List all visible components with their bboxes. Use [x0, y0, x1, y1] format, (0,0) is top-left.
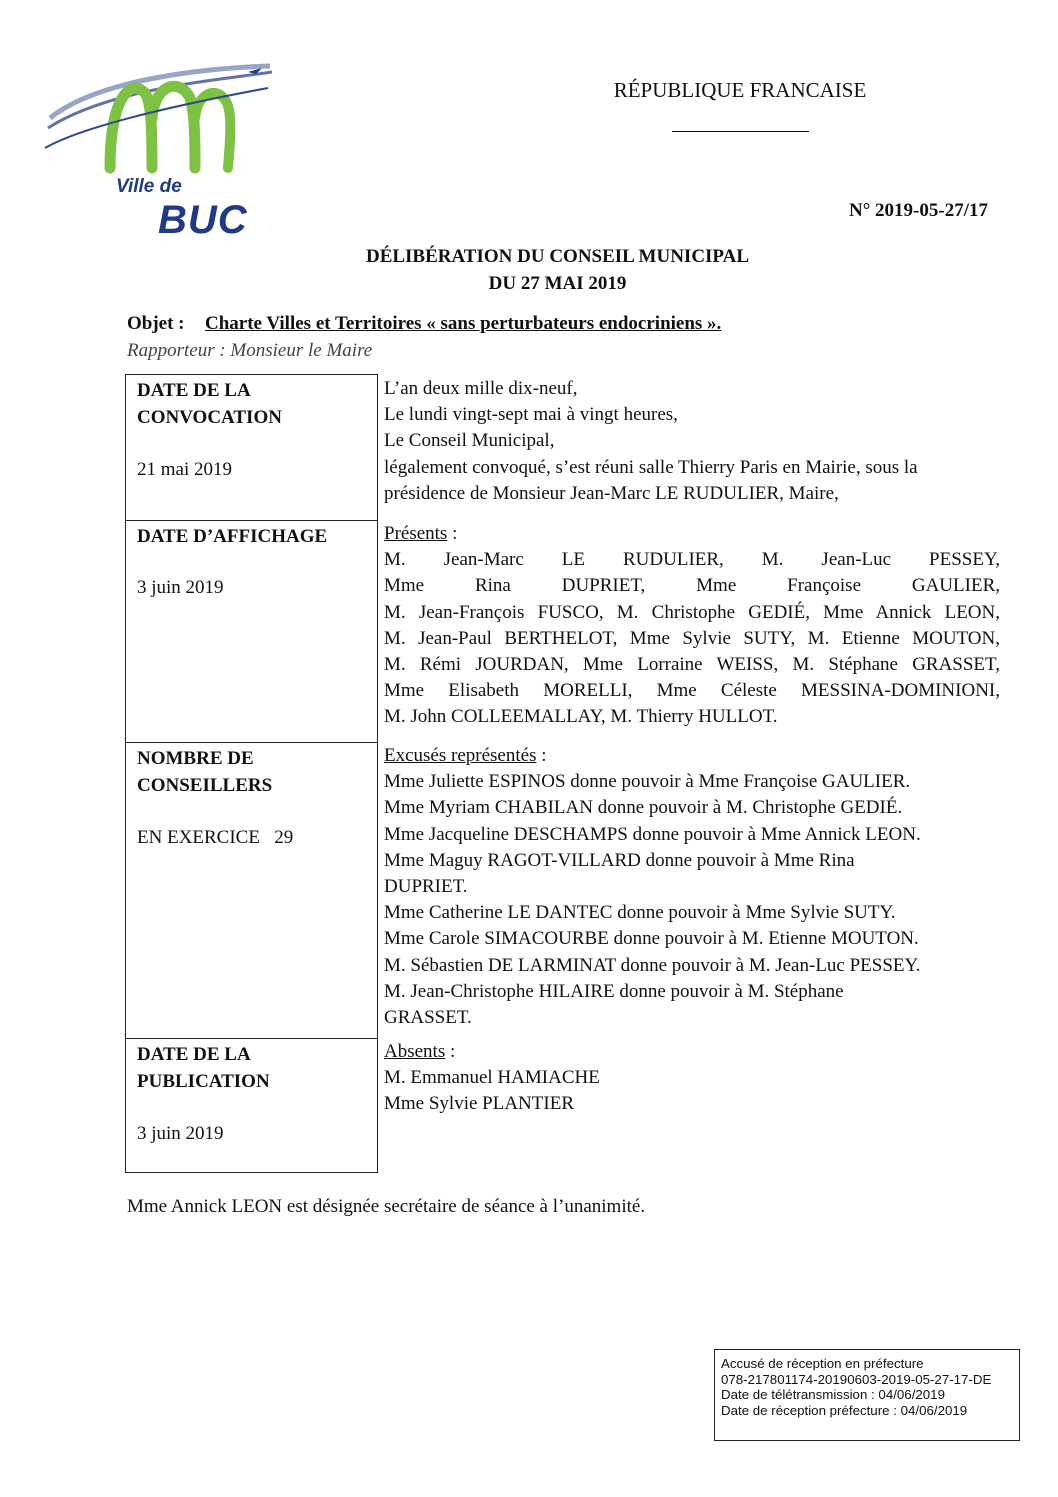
document-date-title: DU 27 MAI 2019: [488, 273, 627, 294]
excuses-line: Mme Juliette ESPINOS donne pouvoir à Mme Françoise GAULIER.: [384, 771, 911, 793]
excuses-line: M. Jean-Christophe HILAIRE donne pouvoir à M. Stéphane: [384, 980, 844, 1002]
stamp-line: Date de réception préfecture : 04/06/2019: [721, 1402, 968, 1418]
publication-date: 3 juin 2019: [137, 1123, 224, 1144]
excuses-line: M. Sébastien DE LARMINAT donne pouvoir à M. Jean-Luc PESSEY.: [384, 954, 921, 976]
absents-line: Mme Sylvie PLANTIER: [384, 1093, 574, 1115]
absents-block: [384, 1039, 600, 1118]
excuses-line: Mme Maguy RAGOT-VILLARD donne pouvoir à Mme Rina: [384, 849, 855, 871]
intro-line: Le Conseil Municipal,: [384, 430, 555, 452]
absents-label: Absents: [384, 1041, 446, 1062]
objet-value: Charte Villes et Territoires « sans perturbateurs endocriniens ».: [205, 313, 722, 334]
intro-line: L’an deux mille dix-neuf,: [384, 378, 578, 399]
publication-heading-2: PUBLICATION: [137, 1071, 270, 1092]
presents-line: Mme Rina DUPRIET, Mme Françoise GAULIER,: [384, 575, 1000, 597]
absents-colon: :: [445, 1041, 456, 1062]
conseillers-value: EN EXERCICE 29: [137, 827, 294, 848]
objet-line: [127, 313, 721, 335]
left-info-column: [125, 374, 378, 1173]
excuses-line: Mme Myriam CHABILAN donne pouvoir à M. Christophe GEDIÉ.: [384, 797, 903, 819]
intro-line: légalement convoqué, s’est réuni salle Thierry Paris en Mairie, sous la: [384, 456, 918, 478]
convocation-date: 21 mai 2019: [137, 459, 232, 480]
excuses-heading: [384, 743, 921, 769]
excuses-line: DUPRIET.: [384, 876, 468, 898]
affichage-heading: DATE D’AFFICHAGE: [137, 526, 328, 547]
presents-line: M. Jean-Marc LE RUDULIER, M. Jean-Luc PESSEY,: [384, 549, 1000, 571]
absents-heading: [384, 1039, 600, 1065]
affichage-date: 3 juin 2019: [137, 577, 224, 598]
logo-graphic: [40, 58, 275, 188]
publication-heading-1: DATE DE LA: [137, 1044, 251, 1065]
conseillers-heading-2: CONSEILLERS: [137, 775, 273, 796]
affichage-cell: [126, 520, 377, 743]
stamp-line: Date de télétransmission : 04/06/2019: [721, 1387, 945, 1403]
republique-heading: RÉPUBLIQUE FRANCAISE: [613, 78, 867, 102]
convocation-heading-1: DATE DE LA: [137, 380, 251, 401]
excuses-label: Excusés représentés: [384, 745, 537, 766]
intro-line: présidence de Monsieur Jean-Marc LE RUDULIER, Maire,: [384, 482, 839, 504]
rapporteur-line: Rapporteur : Monsieur le Maire: [127, 340, 373, 361]
excuses-line: Mme Jacqueline DESCHAMPS donne pouvoir à Mme Annick LEON.: [384, 823, 921, 845]
deliberation-number: N° 2019-05-27/17: [848, 200, 988, 221]
excuses-colon: :: [536, 745, 547, 766]
absents-line: M. Emmanuel HAMIACHE: [384, 1067, 600, 1089]
conseillers-cell: [126, 742, 377, 1039]
presents-line: M. John COLLEEMALLAY, M. Thierry HULLOT.: [384, 706, 778, 728]
presents-block: [384, 521, 1000, 731]
stamp-line: 078-217801174-20190603-2019-05-27-17-DE: [721, 1371, 992, 1387]
excuses-line: Mme Catherine LE DANTEC donne pouvoir à Mme Sylvie SUTY.: [384, 902, 896, 924]
presents-line: M. Jean-Paul BERTHELOT, Mme Sylvie SUTY, M. Etienne MOUTON,: [384, 627, 1000, 649]
excuses-block: [384, 743, 921, 1031]
ville-de-buc-logo: [40, 58, 275, 242]
presents-line: Mme Elisabeth MORELLI, Mme Céleste MESSINA-DOMINIONI,: [384, 680, 1000, 702]
presents-label: Présents: [384, 523, 448, 544]
header-divider: [672, 131, 809, 132]
excuses-line: Mme Carole SIMACOURBE donne pouvoir à M. Etienne MOUTON.: [384, 928, 919, 950]
stamp-line: Accusé de réception en préfecture: [721, 1356, 924, 1371]
presents-line: M. Jean-François FUSCO, M. Christophe GEDIÉ, Mme Annick LEON,: [384, 601, 1000, 623]
logo-ville-de-text: Ville de: [116, 176, 182, 197]
intro-line: Le lundi vingt-sept mai à vingt heures,: [384, 404, 678, 426]
intro-block: [384, 376, 918, 507]
objet-label: Objet :: [127, 313, 185, 334]
presents-colon: :: [447, 523, 458, 544]
convocation-heading-2: CONVOCATION: [137, 407, 282, 428]
presents-line: M. Rémi JOURDAN, Mme Lorraine WEISS, M. Stéphane GRASSET,: [384, 654, 1000, 676]
logo-buc-text: BUC: [158, 198, 248, 242]
excuses-line: GRASSET.: [384, 1007, 472, 1029]
document-title: DÉLIBÉRATION DU CONSEIL MUNICIPAL: [365, 246, 750, 267]
publication-cell: [126, 1038, 377, 1173]
presents-heading: [384, 521, 1000, 547]
convocation-cell: [126, 375, 377, 520]
secretaire-line: Mme Annick LEON est désignée secrétaire de séance à l’unanimité.: [127, 1196, 646, 1217]
prefecture-receipt-stamp: [714, 1349, 1020, 1441]
conseillers-heading-1: NOMBRE DE: [137, 748, 254, 769]
